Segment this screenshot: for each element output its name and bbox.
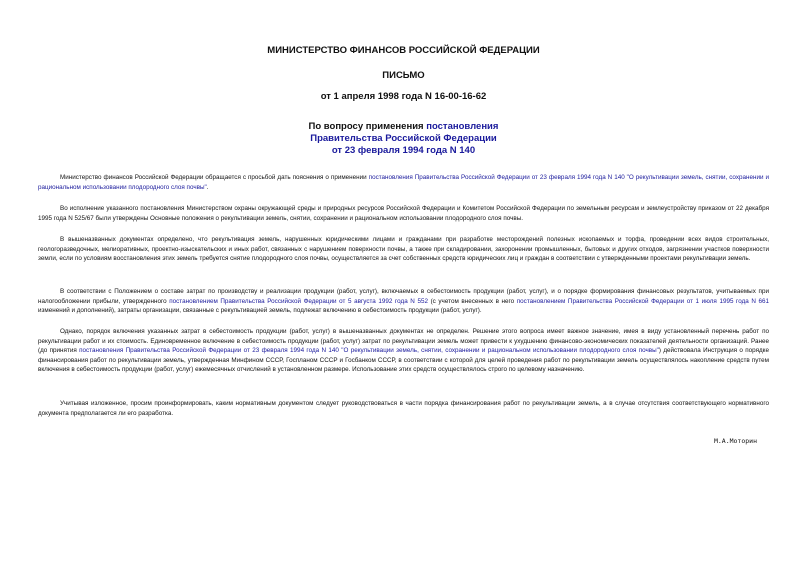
resolution-661-link[interactable]: постановлением Правительства Российской Федерации от 1 июля 1995 года N 661 [516, 297, 769, 305]
paragraph-2 [38, 204, 769, 223]
paragraph-6 [38, 399, 769, 418]
date-number-heading: от 1 апреля 1998 года N 16-00-16-62 [320, 91, 487, 102]
paragraph-5-text-a: Однако, порядок включения указанных затрат в себестоимость продукции (работ, услуг) в вышеназванных документах не определен. Решение этого вопроса имеет важное значение, имея в виду установленный перечень работ по рекультивации работ и их стоимость. Единовременное включение в себестоимость продукции (работ, услуг) затрат по рекультивации земель может привести к ухудшению финансово-экономических показателей деятельности организаций. Ранее (до принятия [38, 328, 769, 355]
subject-link-line1[interactable]: постановления [426, 121, 499, 132]
subject-link-line2[interactable]: Правительства Российской Федерации [310, 133, 497, 144]
paragraph-3-text: В вышеназванных документах определено, что рекультивация земель, нарушенных юридическими лицами и гражданами при разработке месторождений полезных ископаемых и торфа, проведении всех видов строительных, геологоразведочных, мелиоративных, проектно-изыскательских и иных работ, связанных с нарушением поверхности почвы, а также при складировании, захоронении промышленных, бытовых и других отходов, загрязнении участков поверхности земли, если по условиям восстановления этих земель требуется снятие плодородного слоя почвы, осуществляется за счет собственных средств юридических лиц и граждан в соответствии с утвержденными проектами рекультивации земель. [38, 236, 769, 263]
resolution-552-link[interactable]: постановлением Правительства Российской Федерации от 5 августа 1992 года N 552 [169, 297, 428, 305]
paragraph-4-text-a: В соответствии с Положением о составе затрат по производству и реализации продукции (работ, услуг), включаемых в себестоимость продукции (работ, услуг), и о порядке формирования финансовых результатов, учитываемых при налогообложении прибыли, утвержденного [38, 288, 769, 305]
paragraph-1-text-b: . [206, 183, 209, 191]
paragraph-1-text-a: Министерство финансов Российской Федерации обращается с просьбой дать пояснения о применении [60, 174, 369, 181]
paragraph-4 [38, 287, 769, 316]
paragraph-2-text: Во исполнение указанного постановления Министерством охраны окружающей среды и природных ресурсов Российской Федерации и Комитетом Российской Федерации по земельным ресурсам и землеустройству приказом от 22 декабря 1995 года N 525/67 были утверждены Основные положения о рекультивации земель, снятии, сохранении и рациональном использовании плодородного слоя почвы. [38, 205, 769, 222]
paragraph-5 [38, 327, 769, 375]
paragraph-6-text: Учитывая изложенное, просим проинформировать, каким нормативным документом следует руководствоваться в части порядка финансирования работ по рекультивации земель, а в случае отсутствия соответствующего нормативного документа предполагается ли его разработка. [38, 400, 769, 417]
ministry-heading: МИНИСТЕРСТВО ФИНАНСОВ РОССИЙСКОЙ ФЕДЕРАЦИИ [267, 45, 540, 56]
resolution-140-link-2[interactable]: постановления Правительства Российской Федерации от 23 февраля 1994 года N 140 "О рекультивации земель, снятии, сохранении и рациональном использовании плодородного слоя почвы" [79, 347, 659, 355]
paragraph-5-text-b: ) действовала Инструкция о порядке финансирования работ по рекультивации земель, утвержденная Минфином СССР, Госпланом СССР и Госбанком СССР, в соответствии с которой для целей проведения работ по рекультивации земель осуществлялось накопление средств путем включения в себестоимость продукции (работ, услуг) ежемесячных отчислений в установленном размере. Использование этих средств осуществлялось строго по целевому назначению. [38, 347, 769, 374]
resolution-140-link[interactable]: постановления Правительства Российской Федерации от 23 февраля 1994 года N 140 "О рекультивации земель, снятии, сохранении и рациональном использовании плодородного слоя почвы" [38, 174, 769, 191]
subject-heading [0, 121, 807, 157]
document-type-heading: ПИСЬМО [382, 70, 425, 81]
subject-link-line3[interactable]: от 23 февраля 1994 года N 140 [331, 145, 476, 156]
paragraph-4-text-c: изменений и дополнений), затраты организации, связанные с рекультивацией земель, подлежат включению в себестоимость продукции (работ, услуг). [38, 307, 482, 315]
paragraph-4-text-b: (с учетом внесенных в него [427, 297, 517, 305]
paragraph-1 [38, 173, 769, 192]
signature: М.А.Моторин [713, 437, 757, 445]
subject-prefix: По вопросу применения [308, 121, 427, 132]
paragraph-3 [38, 235, 769, 264]
